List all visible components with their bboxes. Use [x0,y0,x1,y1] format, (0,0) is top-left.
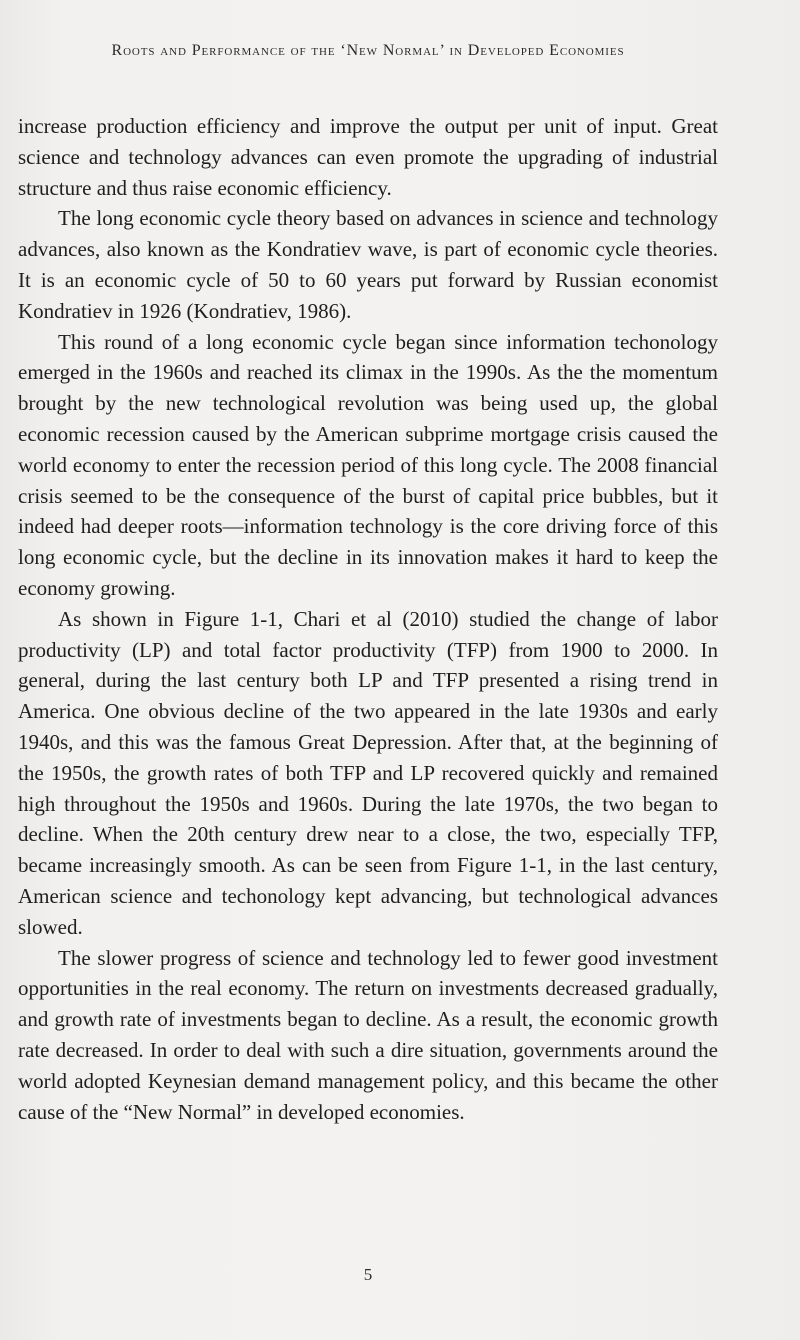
paragraph-kondratiev-wave: The long economic cycle theory based on advances in science and technology advances, also known as the Kondratiev wave, is part of economic cycle theories. It is an economic cycle of 50 to 60 years put forward by Russian economist Kondratiev in 1926 (Kondratiev, 1986). [18,206,718,323]
paragraph-continuation: increase production efficiency and improve the output per unit of input. Great science and technology advances can even promote the upgrading of industrial structure and thus raise economic efficiency. [18,114,718,200]
running-head: Roots and Performance of the ‘New Normal’ in Developed Economies [111,42,625,59]
page-number: 5 [363,1265,373,1284]
body-text [18,111,718,1127]
paragraph-figure-1-1: As shown in Figure 1-1, Chari et al (2010) studied the change of labor productivity (LP) and total factor productivity (TFP) from 1900 to 2000. In general, during the last century both LP and TFP presented a rising trend in America. One obvious decline of the two appeared in the late 1930s and early 1940s, and this was the famous Great Depression. After that, at the beginning of the 1950s, the growth rates of both TFP and LP recovered quickly and remained high throughout the 1950s and 1960s. During the late 1970s, the two began to decline. When the 20th century drew near to a close, the two, especially TFP, became increasingly smooth. As can be seen from Figure 1-1, in the last century, American science and techonology kept advancing, but technological advances slowed. [18,606,718,939]
paragraph-slower-progress: The slower progress of science and technology led to fewer good investment opportunities in the real economy. The return on investments decreased gradually, and growth rate of investments began to decline. As a result, the economic growth rate decreased. In order to deal with such a dire situation, governments around the world adopted Keynesian demand management policy, and this became the other cause of the “New Normal” in developed economies. [18,945,718,1124]
paragraph-long-cycle: This round of a long economic cycle began since information techonology emerged in the 1960s and reached its climax in the 1990s. As the the momentum brought by the new technological revolution was being used up, the global economic recession caused by the American subprime mortgage crisis caused the world economy to enter the recession period of this long cycle. The 2008 financial crisis seemed to be the consequence of the burst of capital price bubbles, but it indeed had deeper roots—information technology is the core driving force of this long economic cycle, but the decline in its innovation makes it hard to keep the economy growing. [18,329,718,600]
